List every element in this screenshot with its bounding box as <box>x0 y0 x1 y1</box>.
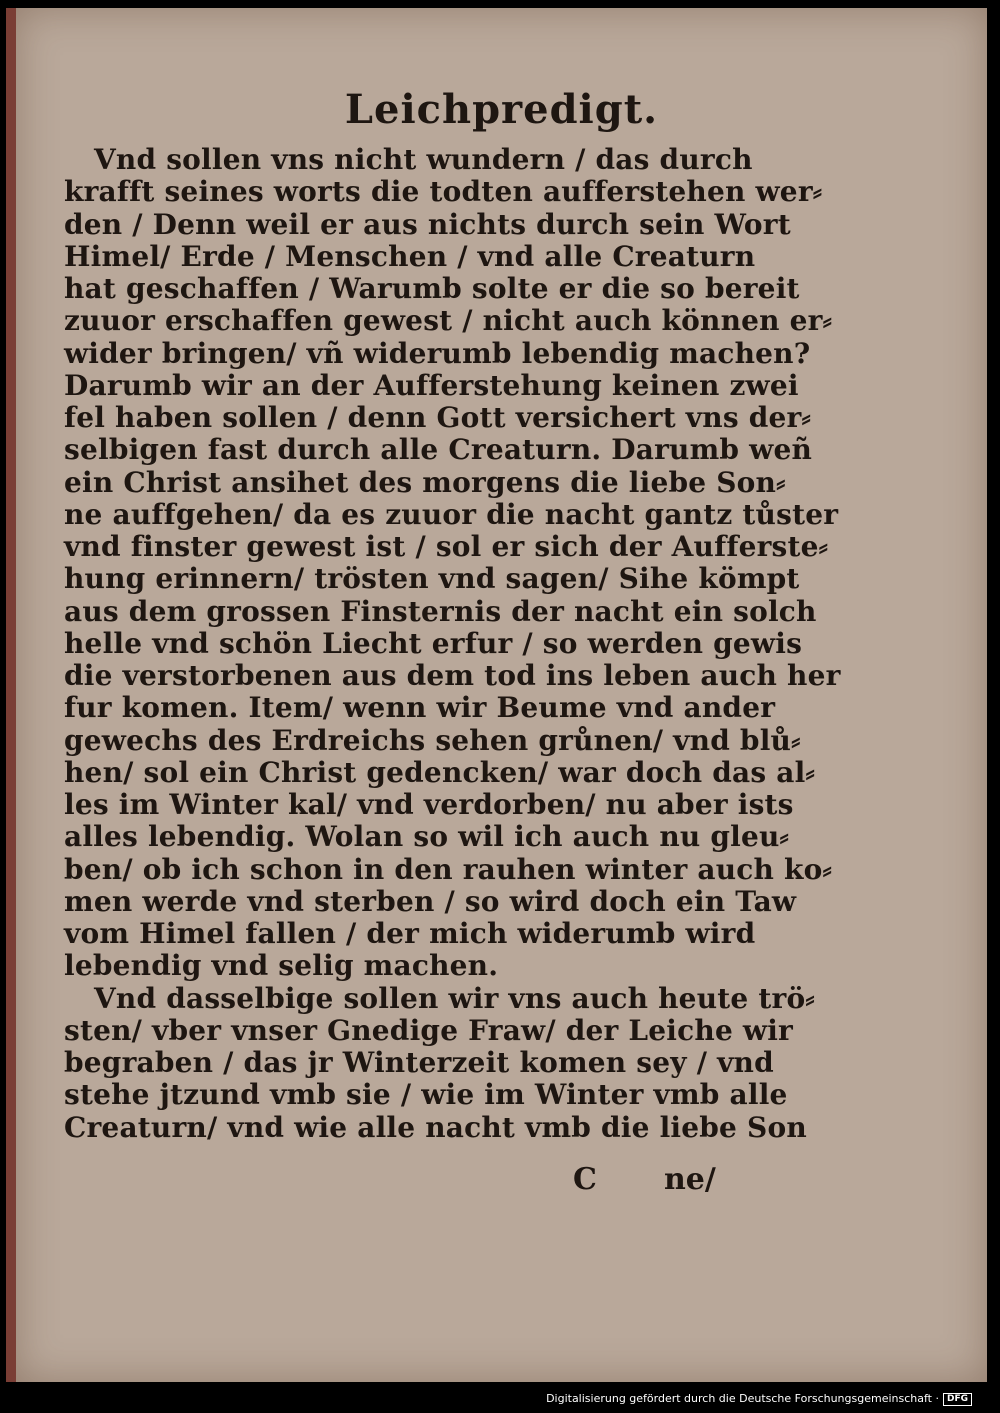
text-line: helle vnd schön Liecht erfur / so werden gewis <box>64 626 803 660</box>
text-line: begraben / das jr Winterzeit komen sey / vnd <box>64 1046 774 1079</box>
text-line: sten/ vber vnser Gnedige Fraw/ der Leiche wir <box>64 1013 794 1047</box>
text-line: Vnd dasselbige sollen wir vns auch heute trö⸗ <box>94 981 815 1015</box>
credit-text: Digitalisierung gefördert durch die Deutsche Forschungsgemeinschaft · <box>546 1392 939 1405</box>
text-line: gewechs des Erdreichs sehen grůnen/ vnd blů⸗ <box>64 723 801 757</box>
catchword: ne/ <box>664 1162 716 1197</box>
text-line: lebendig vnd selig machen. <box>64 949 499 983</box>
book-page <box>6 8 987 1382</box>
body-text <box>64 143 841 1144</box>
text-line: ben/ ob ich schon in den rauhen winter auch ko⸗ <box>64 852 833 886</box>
text-line: fur komen. Item/ wenn wir Beume vnd ander <box>64 691 776 725</box>
digitization-credit <box>546 1392 972 1406</box>
text-line: Himel/ Erde / Menschen / vnd alle Creaturn <box>64 239 756 273</box>
running-header: Leichpredigt. <box>344 86 659 133</box>
text-line: hung erinnern/ trösten vnd sagen/ Sihe kömpt <box>64 562 800 596</box>
text-line: selbigen fast durch alle Creaturn. Darumb weñ <box>64 433 813 467</box>
text-line: ne auffgehen/ da es zuuor die nacht gantz tůster <box>64 497 839 531</box>
text-line: ein Christ ansihet des morgens die liebe Son⸗ <box>64 465 786 499</box>
text-line: zuuor erschaffen gewest / nicht auch können er⸗ <box>64 304 833 338</box>
text-line: die verstorbenen aus dem tod ins leben auch her <box>64 659 841 692</box>
text-line: men werde vnd sterben / so wird doch ein Taw <box>64 884 797 918</box>
text-line: hen/ sol ein Christ gedencken/ war doch das al⸗ <box>64 755 815 789</box>
text-line: aus dem grossen Finsternis der nacht ein solch <box>64 594 817 628</box>
text-line: alles lebendig. Wolan so wil ich auch nu gleu⸗ <box>64 820 790 854</box>
text-line: Vnd sollen vns nicht wundern / das durch <box>94 143 753 176</box>
text-line: hat geschaffen / Warumb solte er die so bereit <box>64 272 800 305</box>
text-line: les im Winter kal/ vnd verdorben/ nu aber ists <box>64 788 794 821</box>
text-line: den / Denn weil er aus nichts durch sein Wort <box>64 207 791 241</box>
text-line: fel haben sollen / denn Gott versichert vns der⸗ <box>64 401 812 434</box>
signature-mark: C <box>573 1162 597 1197</box>
text-line: Darumb wir an der Aufferstehung keinen zwei <box>64 368 799 402</box>
dfg-logo: DFG <box>943 1393 972 1406</box>
text-line: krafft seines worts die todten aufferstehen wer⸗ <box>64 175 823 209</box>
text-line: Creaturn/ vnd wie alle nacht vmb die liebe Son <box>64 1110 807 1144</box>
text-line: vom Himel fallen / der mich widerumb wird <box>64 917 756 950</box>
text-line: wider bringen/ vñ widerumb lebendig machen? <box>64 336 811 370</box>
text-line: vnd finster gewest ist / sol er sich der Aufferste⸗ <box>64 530 829 563</box>
text-line: stehe jtzund vmb sie / wie im Winter vmb alle <box>64 1078 788 1112</box>
